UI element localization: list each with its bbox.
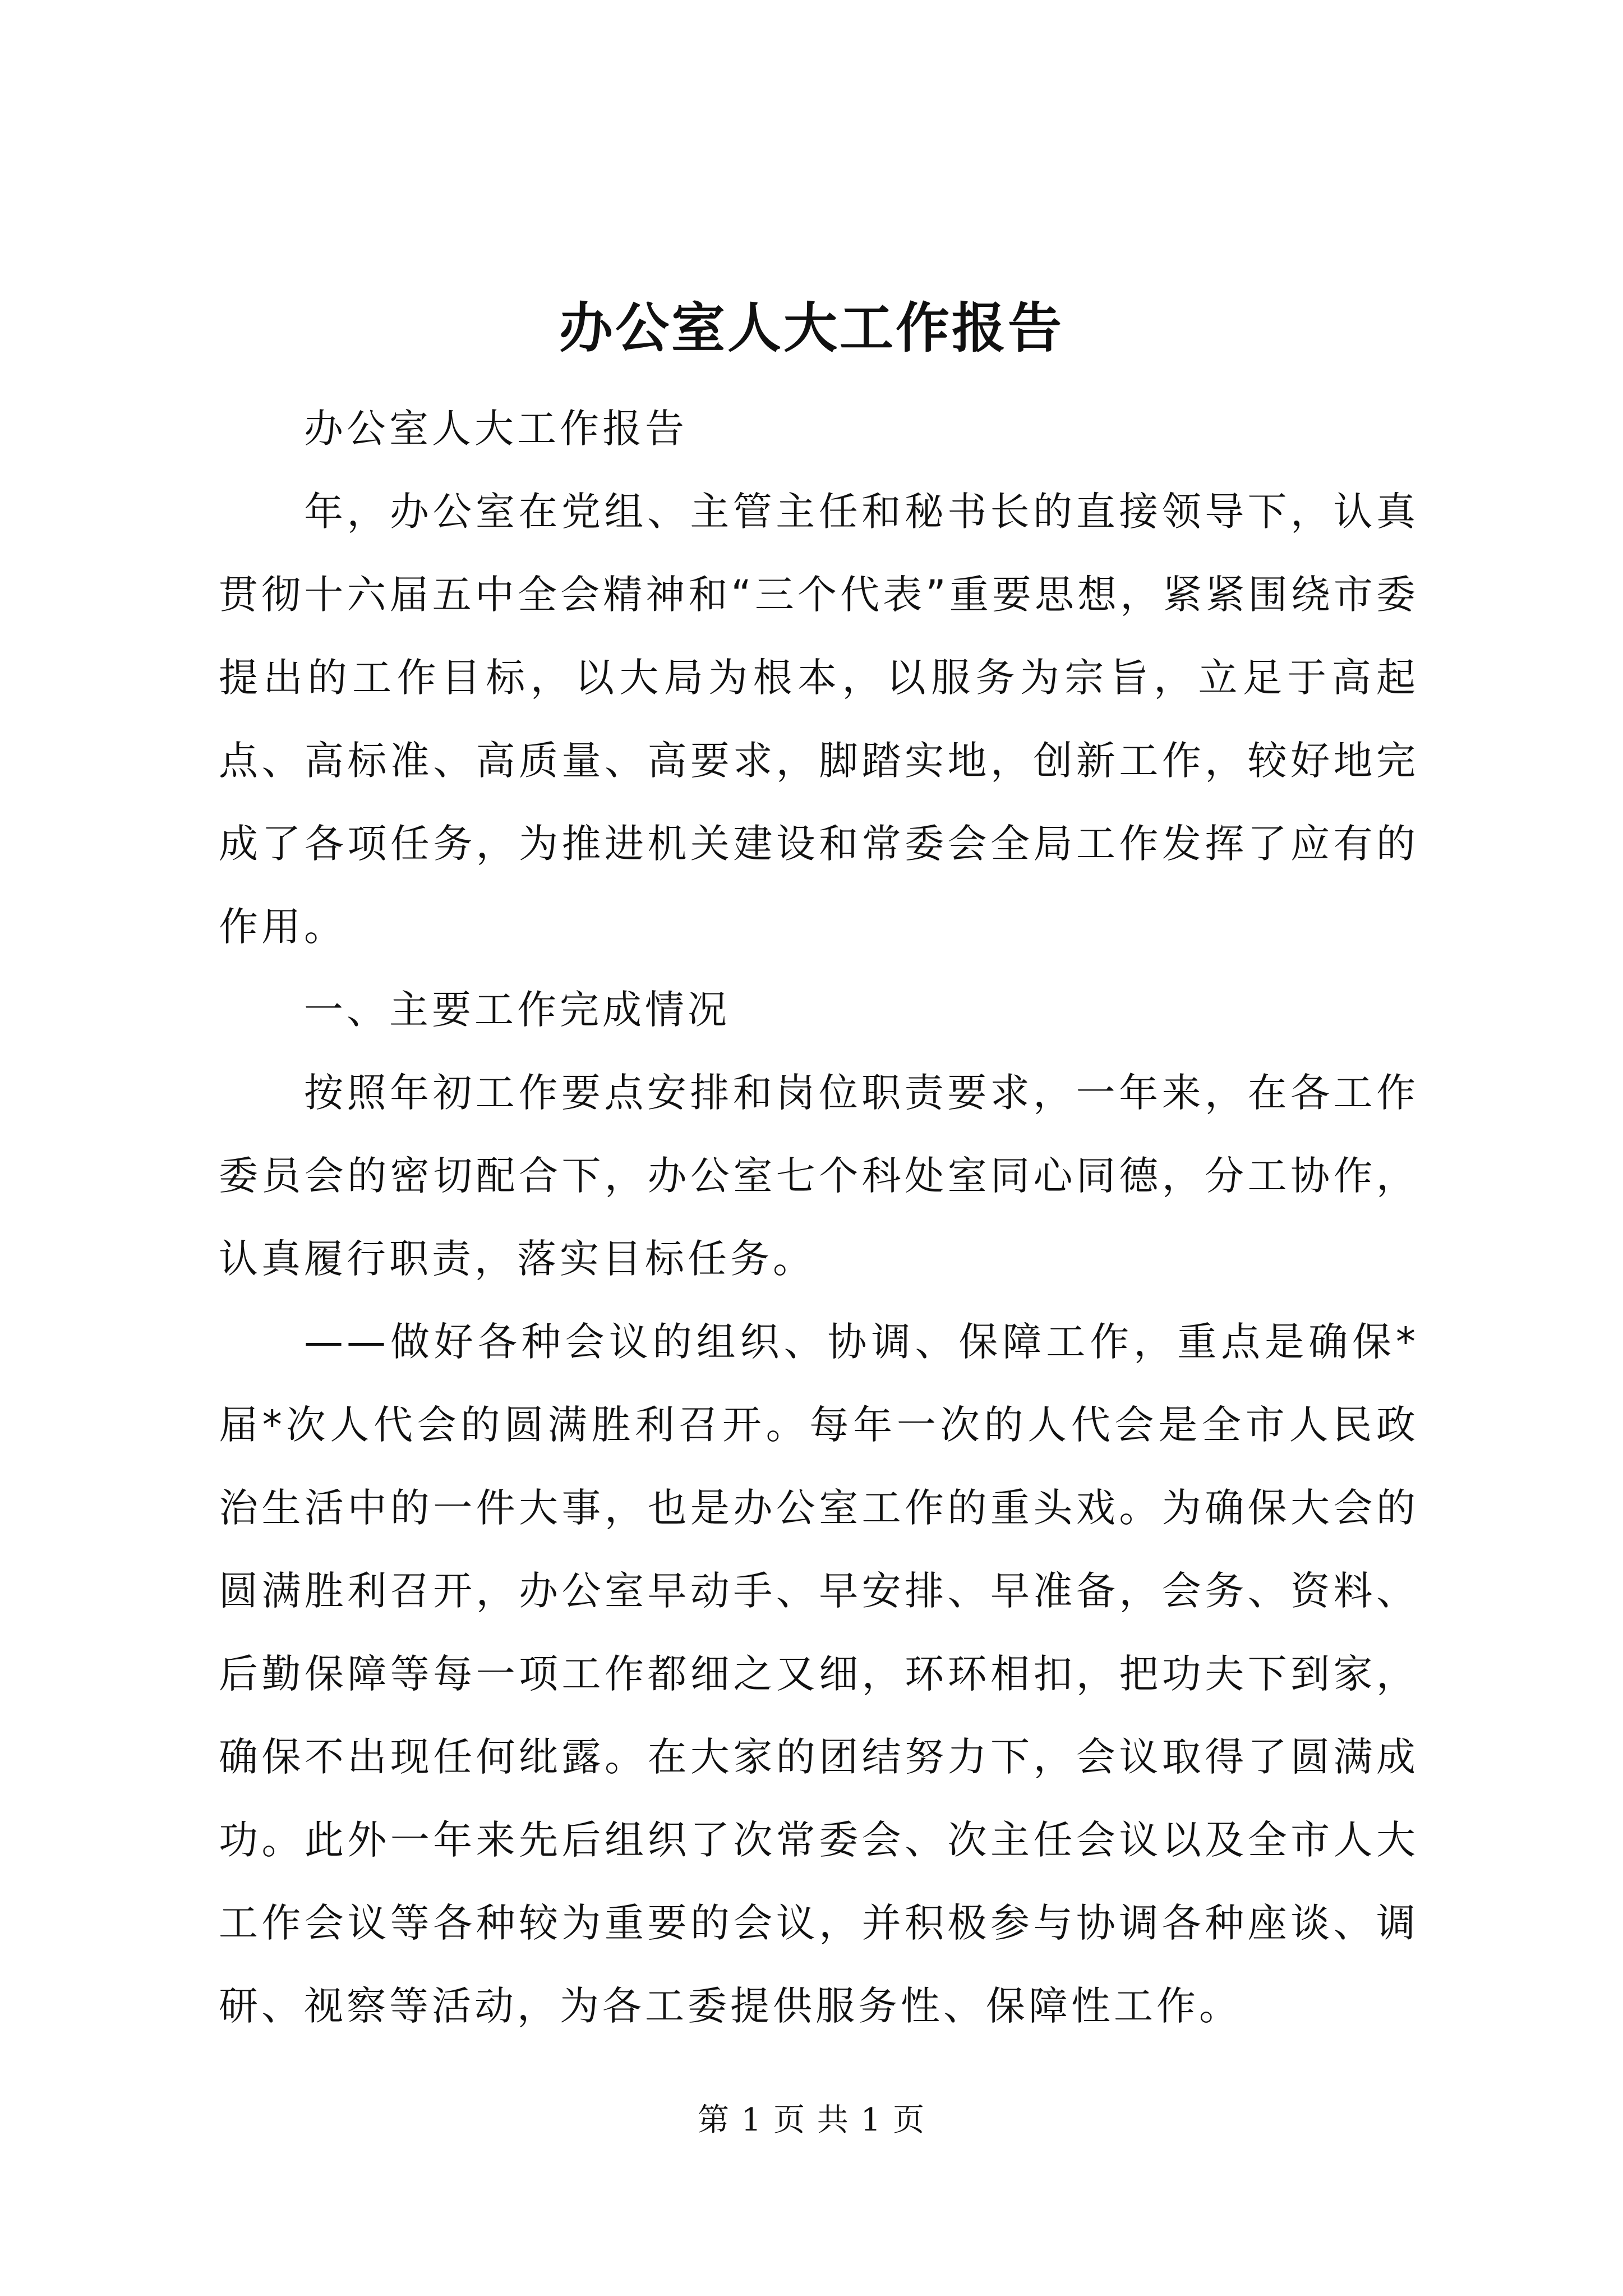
document-title: 办公室人大工作报告 [559,296,1064,360]
document-body [219,387,1419,2047]
paragraph-intro: 年，办公室在党组、主管主任和秘书长的直接领导下，认真贯彻十六届五中全会精神和“三个代表”重要思想，紧紧围绕市委提出的工作目标，以大局为根本，以服务为宗旨，立足于高起点、高标准、高质量、高要求，脚踏实地，创新工作，较好地完成了各项任务，为推进机关建设和常委会全局工作发挥了应有的作用。 [219,489,1419,950]
paragraph-meetings: ——做好各种会议的组织、协调、保障工作，重点是确保*届*次人代会的圆满胜利召开。每年一次的人代会是全市人民政治生活中的一件大事，也是办公室工作的重头戏。为确保大会的圆满胜利召开，办公室早动手、早安排、早准备，会务、资料、后勤保障等每一项工作都细之又细，环环相扣，把功夫下到家，确保不出现任何纰露。在大家的团结努力下，会议取得了圆满成功。此外一年来先后组织了次常委会、次主任会议以及全市人大工作会议等各种较为重要的会议，并积极参与协调各种座谈、调研、视察等活动，为各工委提供服务性、保障性工作。 [219,1319,1419,2029]
paragraph-subtitle: 办公室人大工作报告 [304,406,688,452]
section-heading: 一、主要工作完成情况 [304,987,730,1033]
page-footer: 第 1 页 共 1 页 [697,2102,926,2138]
paragraph-overview: 按照年初工作要点安排和岗位职责要求，一年来，在各工作委员会的密切配合下，办公室七个科处室同心同德，分工协作，认真履行职责，落实目标任务。 [219,1070,1419,1282]
